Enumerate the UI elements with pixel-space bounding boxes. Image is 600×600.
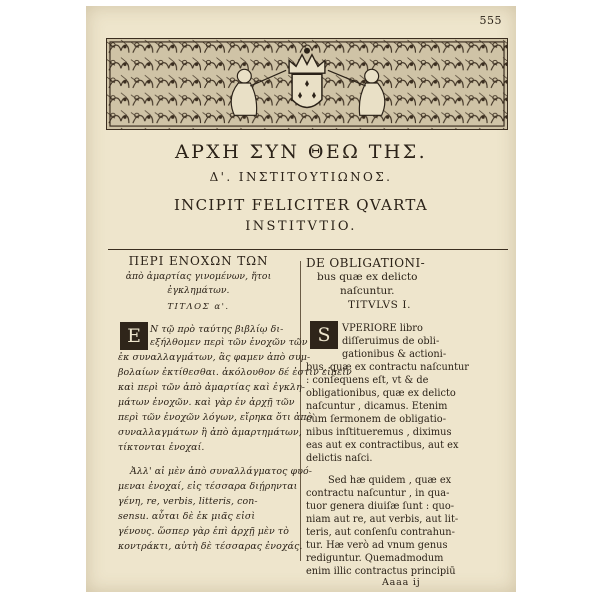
greek-text-line: μάτων ἐνοχῶν. καὶ γὰρ ἐν ἀρχῇ τῶν xyxy=(118,397,295,408)
greek-heading: ΑΡΧΗ ΣΥΝ ΘΕΩ ΤΗΣ. xyxy=(174,141,428,163)
latin-text-line: delictis naſci. xyxy=(306,453,373,464)
greek-text-line: καὶ περὶ τῶν ἀπὸ ἀμαρτίας καὶ ἐγκλη- xyxy=(118,382,306,393)
latin-text-line: : conſequens eſt, vt & de xyxy=(306,375,429,386)
latin-text-line: bus, quæ ex contractu naſcuntur xyxy=(306,362,469,373)
latin-text-line: gationibus & actioni- xyxy=(342,349,447,360)
greek-text-line: ἐκ συναλλαγμάτων, ἃς φαμεν ἀπὸ συμ- xyxy=(118,352,311,363)
greek-text-line: τίκτονται ἐνοχαί. xyxy=(118,442,205,453)
latin-text-line: VPERIORE libro xyxy=(342,323,423,334)
latin-text-line: nibus inſtitueremus , diximus xyxy=(306,427,452,438)
latin-section-title: TITVLVS I. xyxy=(348,299,412,311)
latin-column-subheading-2: naſcuntur. xyxy=(340,285,395,297)
latin-text-line: tur. Hæ verò ad vnum genus xyxy=(306,540,448,551)
greek-text-line: συναλλαγμάτων ἢ ἀπὸ ἀμαρτημάτων, xyxy=(118,427,302,438)
greek-text-line: Ν τῷ πρὸ ταύτης βιβλίῳ δι- xyxy=(150,324,284,335)
greek-text-line: γένους. ὥσπερ γὰρ ἐπὶ ἀρχῇ μὲν τὸ xyxy=(118,526,289,537)
greek-column-subheading: ἀπὸ ἀμαρτίας γινομένων, ἤτοι xyxy=(125,271,272,282)
horizontal-rule xyxy=(108,249,508,250)
greek-text-line: εξήλθομεν περὶ τῶν ἐνοχῶν τῶν xyxy=(150,337,308,348)
greek-text-line: μεναι ἐνοχαί, εἰς τέσσαρα διῄρηνται xyxy=(118,481,298,492)
latin-text-line: naſcuntur , dicamus. Etenim xyxy=(306,401,448,412)
greek-text-line: κοντράκτι, αὐτὴ δὲ τέσσαρας ἐνοχάς. xyxy=(118,541,303,552)
greek-section-title: ΤΙΤΛΟΣ α'. xyxy=(167,302,230,312)
latin-text-line: enim illic contractus principiū xyxy=(306,566,456,577)
latin-column-heading: DE OBLIGATIONI- xyxy=(306,256,426,270)
greek-text-line: περὶ τῶν ἐνοχῶν λόγων, εἴρηκα ὅτι ἀπὸ xyxy=(118,412,313,423)
greek-text-line: sensu. αὗται δὲ ἐκ μιᾶς εἰσὶ xyxy=(118,511,256,522)
ornamental-headpiece-with-coat-of-arms xyxy=(106,38,508,130)
latin-text-line: Sed hæ quidem , quæ ex xyxy=(328,475,452,486)
greek-text-line: γένη, re, verbis, litteris, con- xyxy=(118,496,258,507)
latin-text-line: niam aut re, aut verbis, aut lit- xyxy=(306,514,459,525)
latin-drop-cap: S xyxy=(310,321,338,349)
latin-text-line: obligationibus, quæ ex delicto xyxy=(306,388,456,399)
greek-column-subheading-2: ἐγκλημάτων. xyxy=(167,285,230,296)
book-page xyxy=(86,6,516,592)
greek-text-line: βολαίων ἐκτίθεσθαι. ἀκόλουθον δέ ἐστιν εἰπεῖν xyxy=(118,367,352,378)
latin-text-line: diſſeruimus de obli- xyxy=(342,336,440,347)
greek-drop-cap: Ε xyxy=(120,322,148,350)
latin-heading-line-2: INSTITVTIO. xyxy=(245,219,357,234)
latin-heading-line-1: INCIPIT FELICITER QVARTA xyxy=(173,196,429,214)
latin-text-line: cùm ſermonem de obligatio- xyxy=(306,414,447,425)
greek-subheading: Δ'. ΙΝΣΤΙΤΟΥΤΙΩΝΟΣ. xyxy=(209,170,393,184)
latin-text-line: teris, aut conſenſu contrahun- xyxy=(306,527,455,538)
latin-text-line: rediguntur. Quemadmodum xyxy=(306,553,444,564)
latin-text-line: tuor genera diuiſæ ſunt : quo- xyxy=(306,501,455,512)
latin-text-line: contractu naſcuntur , in qua- xyxy=(306,488,450,499)
greek-column-heading: ΠΕΡΙ ΕΝΟΧΩΝ ΤΩΝ xyxy=(128,254,269,268)
greek-text-line: Ἀλλ' αἱ μὲν ἀπὸ συναλλάγματος φυό- xyxy=(130,466,313,477)
page-number: 555 xyxy=(479,14,502,27)
latin-text-line: eas aut ex contractibus, aut ex xyxy=(306,440,459,451)
signature-mark: Aaaa ij xyxy=(382,577,421,588)
latin-column-subheading: bus quæ ex delicto xyxy=(317,271,418,283)
